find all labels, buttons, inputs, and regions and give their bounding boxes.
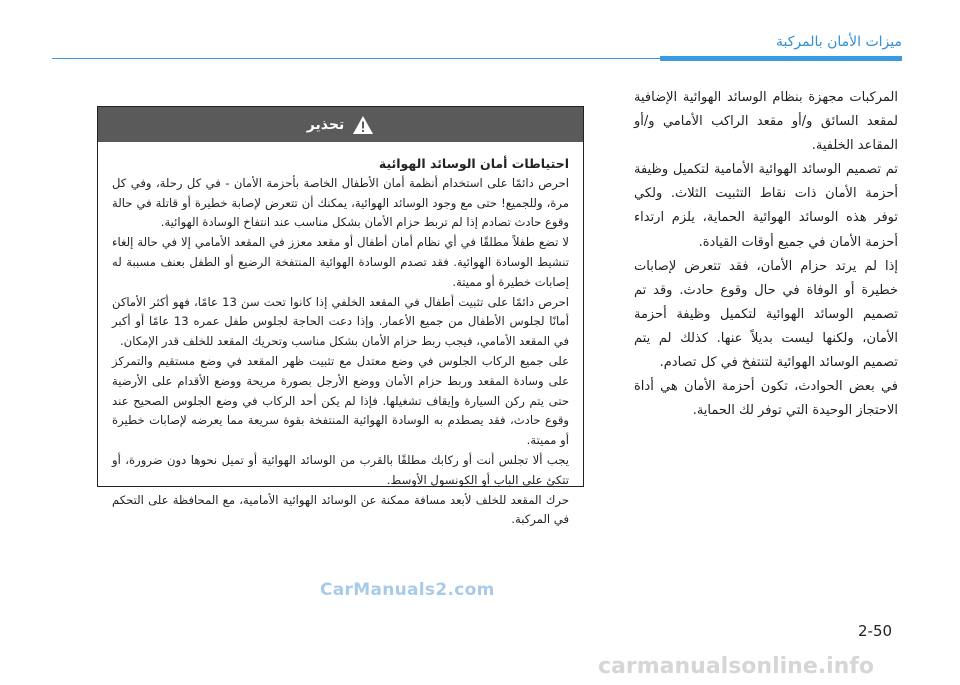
warning-paragraph: احرص دائمًا على استخدام أنظمة أمان الأطفال الخاصة بأحزمة الأمان - في كل رحلة، وفي كل مرة، وللجميع! حتى مع وجود الوسائد الهوائية، يمكنك أن تتعرض لإصابة خطيرة أو قاتلة في حالة وقوع حادث تصادم إذا لم تربط حزام الأمان بشكل مناسب عند انتفاخ الوسادة الهوائية. — [112, 175, 569, 230]
body-paragraph: إذا لم يرتد حزام الأمان، فقد تتعرض لإصابات خطيرة أو الوفاة في حال وقوع حادث. وقد تم تصميم الوسائد الهوائية لتكميل وظيفة أحزمة الأمان، ولكنها ليست بديلاً عنها. كذلك لم يتم تصميم الوسائد الهوائية لتنتفخ في كل تصادم. — [634, 258, 898, 371]
warning-triangle-icon — [352, 115, 374, 135]
footer-site-link[interactable]: carmanualsonline.info — [598, 654, 874, 679]
watermark-link[interactable]: CarManuals2.com — [320, 580, 495, 600]
warning-paragraph: يجب ألا تجلس أنت أو ركابك مطلقًا بالقرب من الوسائد الهوائية أو تميل نحوها دون ضرورة، أو تتكئ على الباب أو الكونسول الأوسط. — [112, 452, 569, 487]
warning-heading: احتياطات أمان الوسائد الهوائية — [378, 156, 569, 171]
warning-title: تحذير — [306, 116, 345, 133]
warning-paragraph: لا تضع طفلاً مطلقًا في أي نظام أمان أطفال أو مقعد معزز في المقعد الأمامي إلا في حالة إلغاء تنشيط الوسادة الهوائية. فقد تصدم الوسادة الهوائية المنتفخة الرضيع أو الطفل بعنف مسببة له إصابات خطيرة أو مميتة. — [112, 235, 569, 289]
body-text-column — [634, 86, 898, 423]
warning-paragraph: حرك المقعد للخلف لأبعد مسافة ممكنة عن الوسائد الهوائية الأمامية، مع المحافظة على التحكم في المركبة. — [112, 492, 569, 527]
warning-header — [98, 107, 583, 142]
page-number: 2-50 — [858, 622, 893, 640]
warning-paragraph: على جميع الركاب الجلوس في وضع معتدل مع تثبيت ظهر المقعد في وضع مستقيم والتمركز على وسادة المقعد وربط حزام الأمان ووضع الأرجل بصورة مريحة ووضع الأقدام على الأرضية حتى يتم ركن السيارة وإيقاف تشغيلها. فإذا لم يكن أحد الركاب في وضع الجلوس الصحيح عند وقوع حادث، فقد يصطدم به الوسادة الهوائية المنتفخة بقوة سريعة مما يعرضه لإصابات خطيرة أو مميتة. — [112, 353, 569, 448]
body-paragraph: في بعض الحوادث، تكون أحزمة الأمان هي أداة الاحتجاز الوحيدة التي توفر لك الحماية. — [634, 379, 898, 419]
header-rule-accent — [660, 56, 902, 61]
warning-paragraph: احرص دائمًا على تثبيت أطفال في المقعد الخلفي إذا كانوا تحت سن 13 عامًا، فهو أكثر الأماكن أمانًا لجلوس الأطفال من جميع الأعمار. وإذا دعت الحاجة لجلوس طفل عمره 13 عامًا أو أكبر في المقعد الأمامي، فيجب ربط حزام الأمان بشكل مناسب وتحريك المقعد للخلف قدر الإمكان. — [112, 294, 569, 349]
body-paragraph: تم تصميم الوسائد الهوائية الأمامية لتكميل وظيفة أحزمة الأمان ذات نقاط التثبيت الثلاث. ولكي توفر هذه الوسائد الهوائية الحماية، يلزم ارتداء أحزمة الأمان في جميع أوقات القيادة. — [634, 162, 898, 250]
section-title: ميزات الأمان بالمركبة — [776, 34, 902, 50]
body-paragraph: المركبات مجهزة بنظام الوسائد الهوائية الإضافية لمقعد السائق و/أو مقعد الراكب الأمامي و/أو المقاعد الخلفية. — [634, 90, 898, 154]
warning-box — [97, 106, 584, 527]
warning-body — [98, 142, 583, 530]
